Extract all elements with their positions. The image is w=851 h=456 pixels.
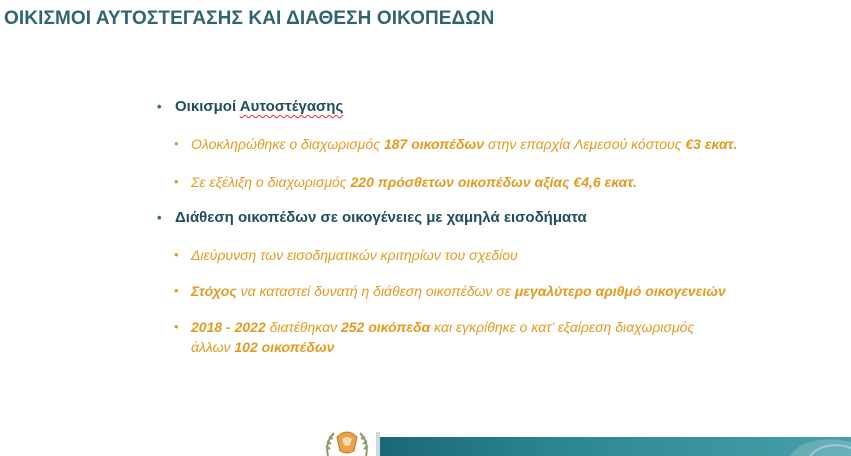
item-bold: Στόχος: [191, 283, 237, 299]
item-bold: 220 πρόσθετων οικοπέδων αξίας €4,6 εκατ.: [350, 174, 637, 190]
item-text: Διεύρυνση των εισοδηματικών κριτηρίων του σχεδίου: [191, 247, 518, 263]
item-bold: €3 εκατ.: [685, 136, 738, 152]
item-text: Ολοκληρώθηκε ο διαχωρισμός: [191, 136, 384, 152]
item-bold: 102 οικοπέδων: [234, 339, 335, 355]
bullet-dot-icon: •: [157, 210, 162, 225]
cyprus-emblem-icon: [322, 425, 372, 456]
bullet-section-1: [155, 96, 835, 118]
decorative-swirl-icon: [780, 436, 851, 456]
bullet-item-2-3: [155, 317, 835, 357]
item-bold: 252 οικόπεδα: [340, 319, 431, 335]
slide-title: ΟΙΚΙΣΜΟΙ ΑΥΤΟΣΤΕΓΑΣΗΣ ΚΑΙ ΔΙΑΘΕΣΗ ΟΙΚΟΠΕΔΩΝ: [4, 8, 495, 29]
item-bold: μεγαλύτερο αριθμό οικογενειών: [514, 283, 726, 299]
item-text: στην επαρχία Λεμεσού κόστους: [484, 136, 686, 152]
bullet-section-2: [155, 207, 835, 229]
section-2-heading: Διάθεση οικοπέδων σε οικογένειες με χαμηλά εισοδήματα: [175, 209, 587, 226]
item-text: διατέθηκαν: [265, 319, 341, 335]
section-1-heading-word: Αυτοστέγασης: [239, 98, 344, 115]
item-bold: 2018 - 2022: [191, 319, 266, 335]
bullet-dot-icon: •: [174, 174, 179, 189]
item-text: άλλων: [191, 339, 235, 355]
item-text: Σε εξέλιξη ο διαχωρισμός: [191, 174, 351, 190]
bullet-item-1-1: [155, 134, 835, 154]
bullet-dot-icon: •: [174, 247, 179, 262]
bullet-dot-icon: •: [174, 136, 179, 151]
bullet-dot-icon: •: [157, 99, 162, 114]
item-bold: 187 οικοπέδων: [383, 136, 485, 152]
section-1-heading-prefix: Οικισμοί: [175, 98, 240, 115]
bullet-item-2-1: [155, 245, 835, 265]
item-text: και εγκρίθηκε ο κατ’ εξαίρεση διαχωρισμός: [430, 319, 695, 335]
bullet-item-1-2: [155, 172, 835, 192]
slide-content: [155, 96, 835, 357]
bullet-dot-icon: •: [174, 319, 179, 334]
bullet-item-2-2: [155, 281, 835, 301]
item-text: να καταστεί δυνατή η διάθεση οικοπέδων σε: [236, 283, 515, 299]
bullet-dot-icon: •: [174, 283, 179, 298]
